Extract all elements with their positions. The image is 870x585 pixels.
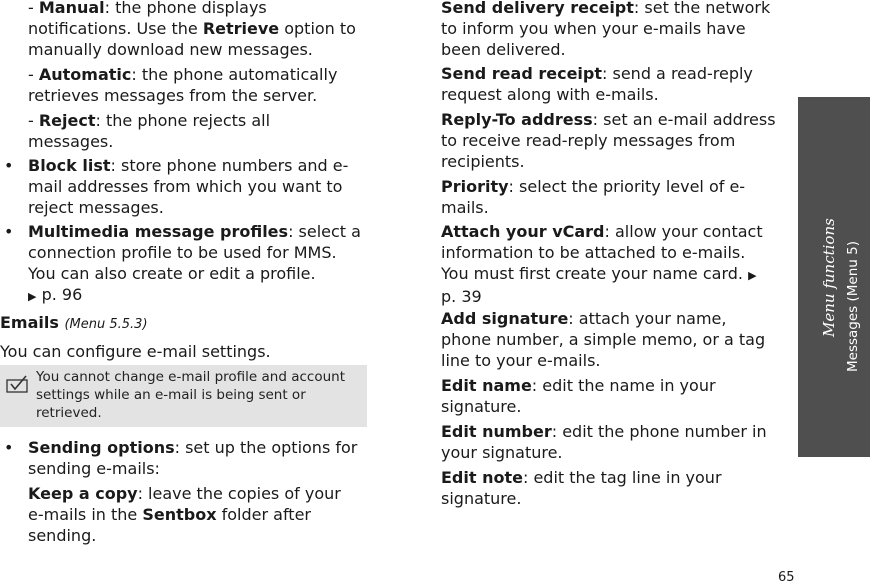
subsection-label: Messages (Menu 5) <box>845 241 861 372</box>
bullet-icon: • <box>4 156 14 175</box>
note-box <box>0 365 367 427</box>
page-number: 65 <box>778 570 795 585</box>
option-attach-your-vcard: Attach your vCard: allow your contact information to be attached to e-mails. You must first create your name card. ▶ p. 39 <box>441 222 763 306</box>
triangle-right-icon: ▶ <box>28 290 37 303</box>
checkmark-note-icon <box>6 375 28 393</box>
note-text: You cannot change e-mail profile and account settings while an e-mail is being sent or retrieved. <box>36 369 345 421</box>
page-reference: p. 39 <box>441 287 482 306</box>
option-send-delivery-receipt: Send delivery receipt: set the network to inform you when your e-mails have been delivered. <box>441 0 771 59</box>
option-edit-number: Edit number: edit the phone number in your signature. <box>441 422 767 462</box>
page-reference: p. 96 <box>41 285 83 304</box>
bullet-icon: • <box>4 222 14 241</box>
list-item-reject: - Reject: the phone rejects all messages. <box>28 111 271 151</box>
option-edit-note: Edit note: edit the tag line in your signature. <box>441 468 722 508</box>
list-item-multimedia-message-profiles: Multimedia message profiles: select a connection profile to be used for MMS. You can also create or edit a profile. ▶ p. 96 <box>28 222 361 304</box>
option-add-signature: Add signature: attach your name, phone number, a simple memo, or a tag line to your e-mails. <box>441 309 766 370</box>
list-item-block-list: Block list: store phone numbers and e-mail addresses from which you want to reject messages. <box>28 156 349 217</box>
list-item-automatic: - Automatic: the phone automatically retrieves messages from the server. <box>28 65 338 105</box>
list-item-keep-a-copy: Keep a copy: leave the copies of your e-mails in the Sentbox folder after sending. <box>28 484 341 545</box>
bullet-icon: • <box>4 438 14 457</box>
side-tab <box>798 97 870 457</box>
option-priority: Priority: select the priority level of e-mails. <box>441 177 746 217</box>
section-intro: You can configure e-mail settings. <box>0 342 271 361</box>
list-item-manual: - Manual: the phone displays notifications. Use the Retrieve option to manually download new messages. <box>28 0 356 59</box>
list-item-sending-options: Sending options: set up the options for sending e-mails: <box>28 438 358 478</box>
triangle-right-icon: ▶ <box>748 269 757 282</box>
menu-reference: (Menu 5.5.3) <box>64 317 148 332</box>
option-send-read-receipt: Send read receipt: send a read-reply request along with e-mails. <box>441 64 753 104</box>
option-reply-to-address: Reply-To address: set an e-mail address to receive read-reply messages from recipients. <box>441 110 776 171</box>
section-title-emails: Emails (Menu 5.5.3) <box>0 313 148 332</box>
section-label: Menu functions <box>820 218 838 337</box>
option-edit-name: Edit name: edit the name in your signature. <box>441 376 716 416</box>
